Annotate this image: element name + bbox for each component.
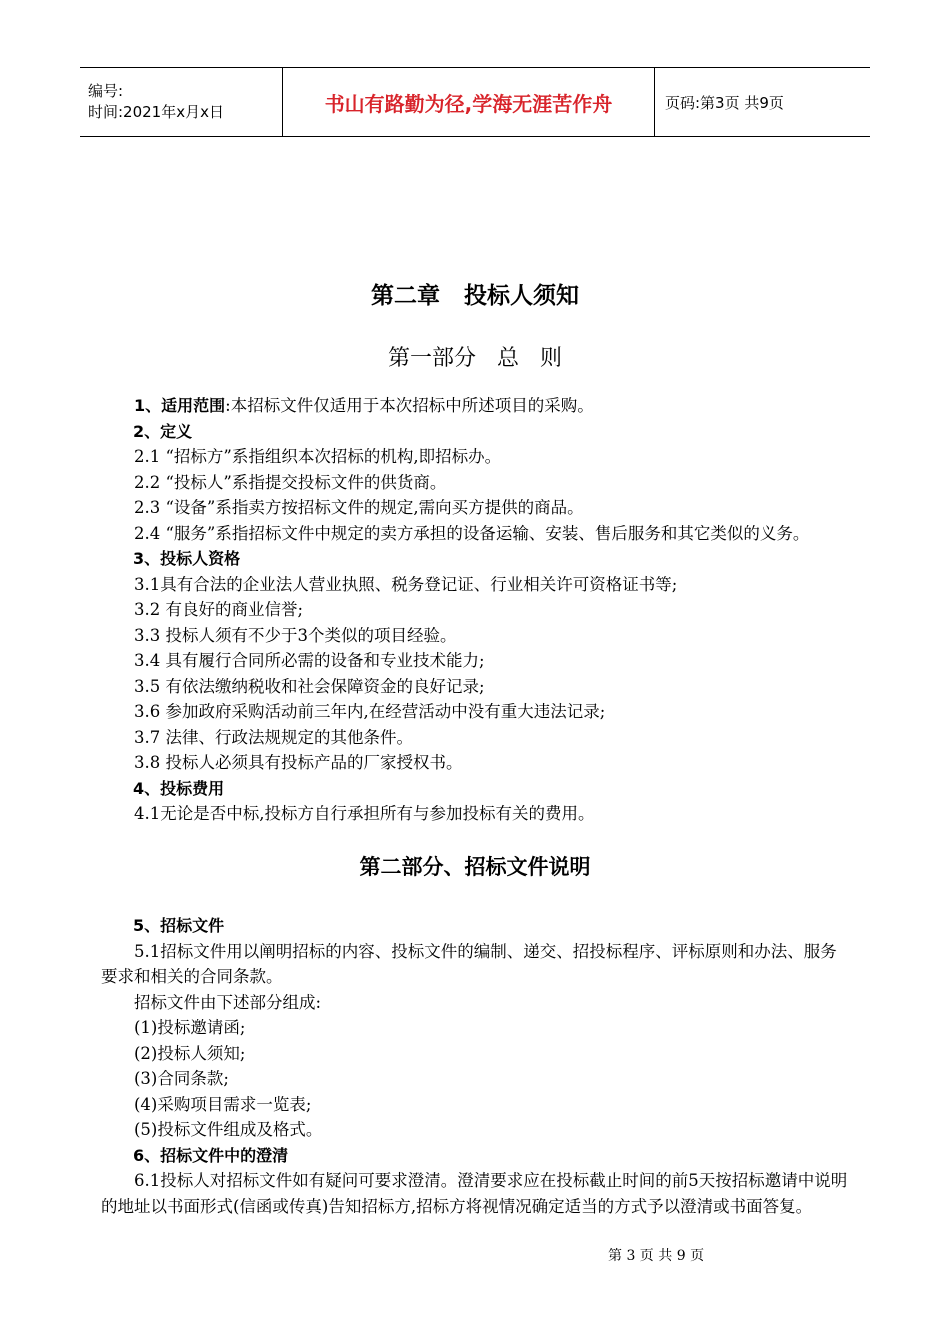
list-item: 3.1具有合法的企业法人营业执照、税务登记证、行业相关许可资格证书等; bbox=[134, 574, 678, 594]
section-1-heading: 1、适用范围 bbox=[134, 396, 226, 415]
section-3-heading: 3、投标人资格 bbox=[133, 549, 241, 568]
header-table bbox=[80, 67, 870, 137]
section-2-heading: 2、定义 bbox=[133, 421, 193, 441]
chapter-title: 第二章 投标人须知 bbox=[370, 283, 580, 309]
part1-body bbox=[101, 393, 851, 827]
list-item: 3.7 法律、行政法规规定的其他条件。 bbox=[134, 727, 413, 747]
list-item: 3.5 有依法缴纳税收和社会保障资金的良好记录; bbox=[134, 676, 485, 696]
list-item: 3.4 具有履行合同所必需的设备和专业技术能力; bbox=[134, 651, 485, 670]
list-item: (4)采购项目需求一览表; bbox=[134, 1094, 312, 1114]
section-5-heading: 5、招标文件 bbox=[133, 916, 225, 935]
page-info: 页码:第3页 共9页 bbox=[665, 93, 784, 112]
list-item: 3.8 投标人必须具有投标产品的厂家授权书。 bbox=[134, 753, 463, 772]
motto-text: 书山有路勤为径,学海无涯苦作舟 bbox=[324, 91, 613, 116]
header-left-cell bbox=[80, 68, 283, 136]
date-label: 时间:2021年x月x日 bbox=[88, 103, 224, 121]
list-item: 2.2 “投标人”系指提交投标文件的供货商。 bbox=[134, 472, 447, 492]
section-6-heading: 6、招标文件中的澄清 bbox=[133, 1145, 289, 1165]
list-item: 3.6 参加政府采购活动前三年内,在经营活动中没有重大违法记录; bbox=[134, 702, 606, 721]
section-1-text: :本招标文件仅适用于本次招标中所述项目的采购。 bbox=[225, 396, 594, 415]
number-label: 编号: bbox=[88, 82, 124, 100]
part2-body bbox=[101, 913, 851, 1219]
header-page-cell bbox=[655, 68, 870, 136]
list-item: 3.3 投标人须有不少于3个类似的项目经验。 bbox=[134, 625, 457, 645]
list-item: 2.4 “服务”系指招标文件中规定的卖方承担的设备运输、安装、售后服务和其它类似的义务。 bbox=[134, 523, 810, 543]
section-5-intro: 招标文件由下述部分组成: bbox=[134, 992, 322, 1012]
section-4-heading: 4、投标费用 bbox=[133, 778, 225, 798]
section-6-paragraph: 6.1投标人对招标文件如有疑问可要求澄清。澄清要求应在投标截止时间的前5天按招标邀请中说明的地址以书面形式(信函或传真)告知招标方,招标方将视情况确定适当的方式予以澄清或书面答复。 bbox=[101, 1171, 848, 1216]
list-item: 4.1无论是否中标,投标方自行承担所有与参加投标有关的费用。 bbox=[134, 804, 595, 823]
list-item: (3)合同条款; bbox=[134, 1069, 229, 1088]
list-item: (1)投标邀请函; bbox=[134, 1018, 246, 1037]
list-item: (5)投标文件组成及格式。 bbox=[134, 1120, 323, 1139]
list-item: 2.3 “设备”系指卖方按招标文件的规定,需向买方提供的商品。 bbox=[134, 498, 584, 517]
part1-title: 第一部分 总 则 bbox=[388, 346, 562, 371]
section-1 bbox=[101, 393, 851, 419]
section-5-paragraph: 5.1招标文件用以阐明招标的内容、投标文件的编制、递交、招投标程序、评标原则和办法、服务要求和相关的合同条款。 bbox=[101, 941, 837, 986]
list-item: 2.1 “招标方”系指组织本次招标的机构,即招标办。 bbox=[134, 447, 502, 466]
list-item: 3.2 有良好的商业信誉; bbox=[134, 600, 304, 619]
part2-title: 第二部分、招标文件说明 bbox=[359, 855, 591, 879]
header-motto-cell bbox=[283, 68, 655, 136]
list-item: (2)投标人须知; bbox=[134, 1043, 246, 1063]
page-footer: 第 3 页 共 9 页 bbox=[608, 1248, 705, 1264]
